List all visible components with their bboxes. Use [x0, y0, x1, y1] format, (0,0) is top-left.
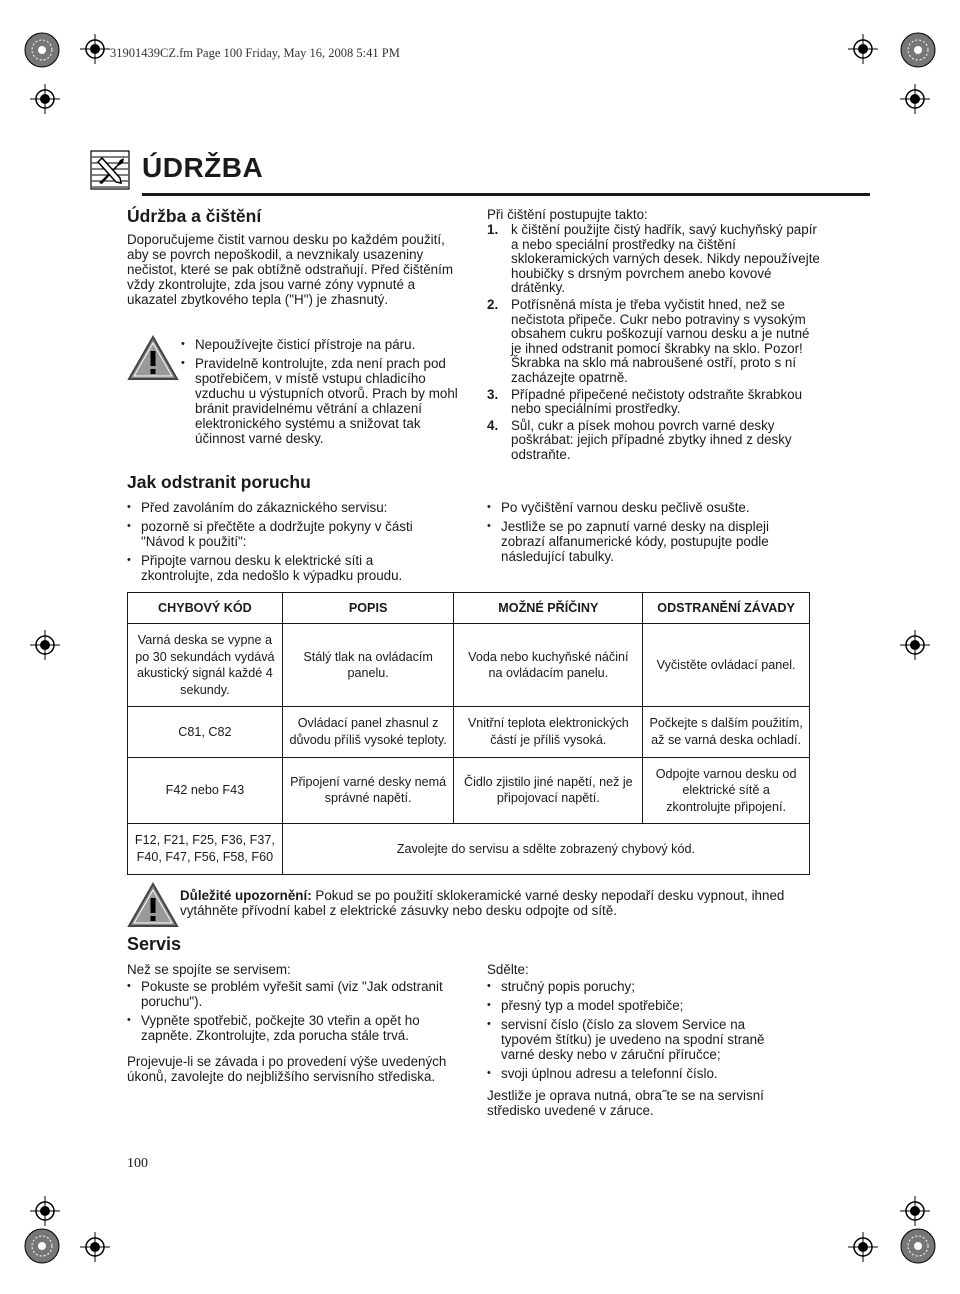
table-cell: F42 nebo F43 — [128, 757, 283, 824]
list-item: • stručný popis poruchy; — [487, 979, 797, 994]
section-heading-fault: Jak odstranit poruchu — [127, 472, 311, 492]
list-item: • Před zavoláním do zákaznického servisu: — [127, 500, 437, 515]
title-rule — [142, 193, 870, 196]
page-title-block — [90, 150, 870, 196]
table-row — [128, 757, 810, 824]
table-cell: Ovládací panel zhasnul z důvodu příliš vysoké teploty. — [282, 707, 454, 757]
table-cell: Varná deska se vypne a po 30 sekundách vydává akustický signál každé 4 sekundy. — [128, 624, 283, 707]
list-item: • přesný typ a model spotřebiče; — [487, 998, 797, 1013]
cleaning-warnings-list — [181, 337, 466, 450]
step-number: 3. — [487, 386, 499, 402]
service-right-paragraph: Jestliže je oprava nutná, obra˝te se na servisní středisko uvedené v záruce. — [487, 1088, 764, 1118]
service-intro: Než se spojíte se servisem: — [127, 962, 291, 977]
warning-triangle-icon — [127, 882, 179, 928]
steps-intro: Při čištění postupujte takto: — [487, 207, 648, 222]
column-header: POPIS — [282, 593, 454, 624]
list-item — [487, 223, 822, 296]
section-heading-service: Servis — [127, 934, 182, 954]
fault-code-table — [127, 592, 810, 875]
registration-mark-icon — [900, 1196, 930, 1226]
list-item: • Připojte varnou desku k elektrické síti a zkontrolujte, zda nedošlo k výpadku proudu. — [127, 553, 437, 583]
table-cell: F12, F21, F25, F36, F37, F40, F47, F56, F58, F60 — [128, 824, 283, 874]
service-right-list — [487, 979, 797, 1085]
column-header: CHYBOVÝ KÓD — [128, 593, 283, 624]
table-cell: Připojení varné desky nemá správné napětí. — [282, 757, 454, 824]
rosette-mark-icon — [24, 1228, 60, 1264]
rosette-mark-icon — [900, 32, 936, 68]
service-right-intro: Sdělte: — [487, 962, 529, 977]
step-text: Sůl, cukr a písek mohou povrch varné desky poškrábat: jejich případné zbytky ihned z desky odstraňte. — [511, 417, 792, 462]
table-row — [128, 707, 810, 757]
step-number: 4. — [487, 417, 499, 433]
notice-text: Pokud se po použití sklokeramické varné desky nepodaří desku vypnout, ihned vytáhněte přívodní kabel z elektrické zásuvky nebo desku odpojte od sítě. — [180, 888, 785, 918]
table-cell: Vnitřní teplota elektronických částí je příliš vysoká. — [454, 707, 643, 757]
table-cell: Vyčistěte ovládací panel. — [643, 624, 810, 707]
fault-right-list — [487, 500, 792, 568]
service-left-paragraph: Projevuje-li se závada i po provedení výše uvedených úkonů, zavolejte do nejbližšího servisního střediska. — [127, 1054, 447, 1084]
rosette-mark-icon — [900, 1228, 936, 1264]
registration-mark-icon — [30, 630, 60, 660]
important-notice — [180, 888, 822, 918]
registration-mark-icon — [30, 84, 60, 114]
service-left-list — [127, 979, 467, 1047]
registration-mark-icon — [80, 34, 110, 64]
column-header: MOŽNÉ PŘÍČINY — [454, 593, 643, 624]
file-header-line: 31901439CZ.fm Page 100 Friday, May 16, 2008 5:41 PM — [110, 46, 400, 60]
registration-mark-icon — [848, 1232, 878, 1262]
table-cell: Voda nebo kuchyňské náčiní na ovládacím panelu. — [454, 624, 643, 707]
list-item: • Jestliže se po zapnutí varné desky na displeji zobrazí alfanumerické kódy, postupujte podle následující tabulky. — [487, 519, 792, 564]
cleaning-steps-list — [487, 223, 822, 465]
list-item: • Po vyčištění varnou desku pečlivě osušte. — [487, 500, 792, 515]
page-title: ÚDRŽBA — [142, 152, 264, 183]
table-cell: Čidlo zjistilo jiné napětí, než je připojovací napětí. — [454, 757, 643, 824]
registration-mark-icon — [900, 84, 930, 114]
registration-mark-icon — [30, 1196, 60, 1226]
column-header: ODSTRANĚNÍ ZÁVADY — [643, 593, 810, 624]
step-number: 1. — [487, 222, 499, 237]
rosette-mark-icon — [24, 32, 60, 68]
step-text: Případné připečené nečistoty odstraňte škrabkou nebo speciálními prostředky. — [511, 386, 803, 417]
fault-left-list — [127, 500, 437, 587]
list-item — [487, 419, 822, 463]
list-item: • servisní číslo (číslo za slovem Service na typovém štítku) je uvedeno na spodní straně varné desky nebo v záruční příručce; — [487, 1017, 797, 1062]
list-item — [487, 388, 822, 417]
list-item: • pozorně si přečtěte a dodržujte pokyny v části "Návod k použití": — [127, 519, 437, 549]
list-item: • Pravidelně kontrolujte, zda není prach pod spotřebičem, v místě vstupu chladicího vzduchu u výstupních otvorů. Prach by mohl bránit pravidelnému větrání a chlazení elektronického systému a snižovat tak účinnost varné desky. — [181, 356, 466, 446]
list-item: • Nepoužívejte čisticí přístroje na páru. — [181, 337, 466, 352]
table-cell: Odpojte varnou desku od elektrické sítě a zkontrolujte připojení. — [643, 757, 810, 824]
table-row — [128, 624, 810, 707]
step-text: k čištění použijte čistý hadřík, savý kuchyňský papír a nebo speciální prostředky na čištění sklokeramických varných desek. Nikdy nepoužívejte houbičky s drsným povrchem anebo kovové drátěnky. — [511, 222, 820, 296]
registration-mark-icon — [900, 630, 930, 660]
registration-mark-icon — [848, 34, 878, 64]
table-header-row — [128, 593, 810, 624]
notice-label: Důležité upozornění: — [180, 888, 312, 903]
warning-triangle-icon — [127, 335, 179, 381]
table-row — [128, 824, 810, 874]
step-text: Potřísněná místa je třeba vyčistit hned, než se nečistota připeče. Cukr nebo potraviny s vysokým obsahem cukru poškozují varnou desku a je nutné je ihned odstranit pomocí škrabky na sklo. Pozor! Škrabka na sklo má nabroušené ostří, proto s ní zacházejte opatrně. — [511, 296, 810, 385]
table-cell: C81, C82 — [128, 707, 283, 757]
section-heading-cleaning: Údržba a čištění — [127, 206, 262, 226]
wrench-screwdriver-icon — [90, 150, 130, 190]
table-cell: Počkejte s dalším použitím, až se varná deska ochladí. — [643, 707, 810, 757]
page-number: 100 — [127, 1156, 148, 1171]
registration-mark-icon — [80, 1232, 110, 1262]
table-cell-merged: Zavolejte do servisu a sdělte zobrazený chybový kód. — [282, 824, 809, 874]
table-cell: Stálý tlak na ovládacím panelu. — [282, 624, 454, 707]
step-number: 2. — [487, 296, 499, 312]
list-item: • Pokuste se problém vyřešit sami (viz "Jak odstranit poruchu"). — [127, 979, 467, 1009]
list-item: • svoji úplnou adresu a telefonní číslo. — [487, 1066, 797, 1081]
list-item: • Vypněte spotřebič, počkejte 30 vteřin a opět ho zapněte. Zkontrolujte, zda porucha stále trvá. — [127, 1013, 467, 1043]
list-item — [487, 298, 822, 386]
cleaning-intro: Doporučujeme čistit varnou desku po každém použití, aby se povrch nepoškodil, a nevznikaly usazeniny nečistot, které se pak obtížně odstraňují. Před čištěním vždy zkontrolujte, zda jsou varné zóny vypnuté a ukazatel zbytkového tepla ("H") je zhasnutý. — [127, 232, 454, 307]
